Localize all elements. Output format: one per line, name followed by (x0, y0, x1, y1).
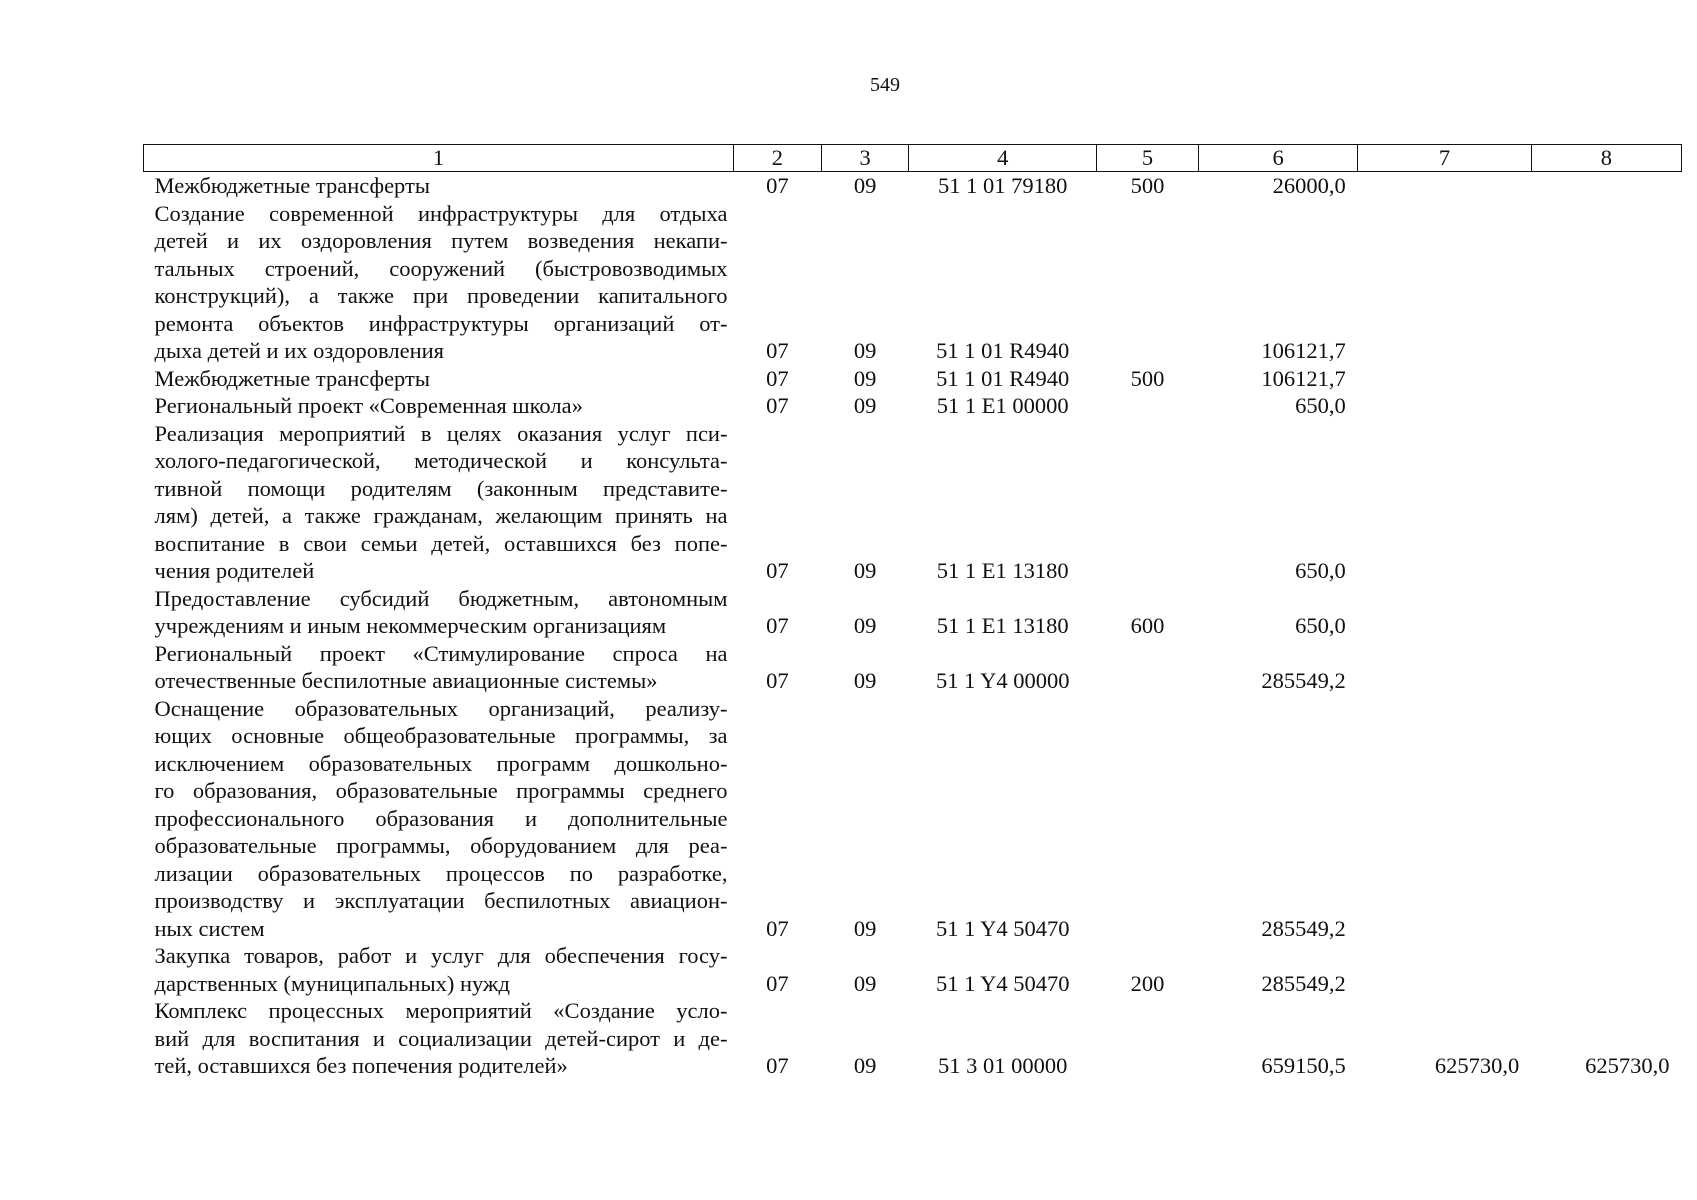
row-name-line: Предоставление субсидий бюджетным, автономным (154, 585, 728, 611)
section-code: 07 (766, 613, 789, 638)
row-name (144, 695, 734, 943)
table-row (144, 200, 1682, 365)
row-name-line: дарственных (муниципальных) нужд (154, 970, 510, 996)
table-row (144, 365, 1682, 393)
row-name-line: лям) детей, а также гражданам, желающим принять на (154, 503, 728, 528)
section-code: 07 (766, 173, 789, 198)
page-number: 549 (870, 74, 900, 96)
table-header-row (144, 145, 1682, 172)
row-name-line: дыха детей и их оздоровления (154, 338, 445, 363)
subsection-code: 09 (853, 915, 877, 941)
amount-col-8 (1531, 695, 1681, 943)
amount-col-7 (1358, 640, 1531, 695)
amount-col-8 (1531, 392, 1681, 420)
table-row (144, 172, 1682, 200)
table-row (144, 420, 1682, 585)
target-article-code: 51 1 01 79180 (938, 173, 1068, 198)
row-name-line: Комплекс процессных мероприятий «Создание усло- (154, 998, 728, 1023)
row-name (144, 392, 734, 420)
expense-type-code: 600 (1130, 613, 1165, 638)
row-name (144, 420, 734, 585)
amount-col-8 (1531, 365, 1681, 393)
row-name (144, 640, 734, 695)
table-row (144, 997, 1682, 1080)
expense-type-code (1097, 392, 1199, 420)
amount-col-8: 625730,0 (1585, 1053, 1670, 1078)
row-name-line: Региональный проект «Стимулирование спроса на (154, 640, 728, 666)
amount-col-6: 106121,7 (1261, 338, 1346, 363)
section-code: 07 (766, 668, 789, 693)
row-name-line: конструкций), а также при проведении капитального (154, 283, 728, 308)
column-header-3: 3 (821, 145, 909, 172)
row-name-line: Реализация мероприятий в целях оказания услуг пси- (154, 420, 728, 446)
target-article-code: 51 1 01 R4940 (936, 338, 1070, 363)
row-name-line: ющих основные общеобразовательные программы, за (154, 723, 728, 748)
expense-type-code (1097, 640, 1199, 695)
row-name-line: Оснащение образовательных организаций, реализу- (154, 695, 728, 721)
row-name-line: Межбюджетные трансферты (154, 365, 430, 391)
subsection-code: 09 (853, 1053, 877, 1078)
target-article-code: 51 1 Y4 50470 (935, 915, 1070, 941)
row-name-line: тивной помощи родителям (законным представите- (154, 475, 728, 501)
expense-type-code: 500 (1130, 365, 1165, 391)
target-article-code: 51 1 E1 13180 (936, 613, 1069, 638)
table-row (144, 585, 1682, 640)
target-article-code: 51 1 01 R4940 (936, 365, 1070, 391)
row-name (144, 172, 734, 200)
row-name (144, 585, 734, 640)
row-name-line: ных систем (154, 915, 265, 941)
amount-col-7: 625730,0 (1434, 1053, 1520, 1078)
row-name-line: холого-педагогической, методической и консульта- (154, 448, 728, 473)
amount-col-7 (1358, 200, 1531, 365)
amount-col-7 (1358, 172, 1531, 200)
amount-col-7 (1358, 695, 1531, 943)
subsection-code: 09 (853, 393, 877, 418)
amount-col-7 (1358, 585, 1531, 640)
target-article-code: 51 1 E1 00000 (936, 393, 1069, 418)
table-row (144, 640, 1682, 695)
amount-col-6: 285549,2 (1261, 668, 1346, 693)
amount-col-7 (1358, 392, 1531, 420)
amount-col-6: 650,0 (1295, 393, 1346, 418)
target-article-code: 51 3 01 00000 (938, 1053, 1068, 1078)
amount-col-8 (1531, 585, 1681, 640)
subsection-code: 09 (853, 173, 877, 198)
table-body (144, 172, 1682, 1080)
column-header-8: 8 (1531, 145, 1681, 172)
section-code: 07 (766, 558, 789, 583)
column-header-1: 1 (144, 145, 734, 172)
section-code: 07 (766, 970, 789, 996)
row-name-line: образовательные программы, оборудованием для реа- (154, 833, 728, 858)
section-code: 07 (766, 338, 789, 363)
section-code: 07 (766, 365, 789, 391)
row-name-line: вий для воспитания и социализации детей-сирот и де- (154, 1025, 728, 1051)
row-name-line: Создание современной инфраструктуры для отдыха (154, 200, 728, 226)
table-row (144, 392, 1682, 420)
row-name-line: воспитание в свои семьи детей, оставшихся без попе- (154, 530, 728, 556)
amount-col-8 (1531, 172, 1681, 200)
subsection-code: 09 (853, 558, 877, 583)
table-row (144, 695, 1682, 943)
expense-type-code (1097, 420, 1199, 585)
column-header-2: 2 (733, 145, 821, 172)
expense-type-code (1097, 997, 1199, 1080)
section-code: 07 (766, 1053, 789, 1078)
amount-col-7 (1358, 420, 1531, 585)
column-header-6: 6 (1198, 145, 1357, 172)
row-name-line: учреждениям и иным некоммерческим организациям (154, 613, 667, 638)
column-header-7: 7 (1358, 145, 1531, 172)
subsection-code: 09 (853, 668, 877, 693)
row-name-line: чения родителей (154, 558, 315, 583)
row-name-line: Региональный проект «Современная школа» (154, 393, 583, 418)
row-name-line: го образования, образовательные программы среднего (154, 778, 728, 803)
amount-col-6: 26000,0 (1272, 173, 1346, 198)
target-article-code: 51 1 E1 13180 (936, 558, 1069, 583)
row-name-line: тей, оставшихся без попечения родителей» (154, 1053, 568, 1078)
amount-col-6: 285549,2 (1261, 915, 1346, 941)
target-article-code: 51 1 Y4 50470 (935, 970, 1070, 996)
column-header-4: 4 (909, 145, 1097, 172)
row-name-line: профессионального образования и дополнительные (154, 805, 728, 831)
expense-type-code (1097, 200, 1199, 365)
row-name-line: детей и их оздоровления путем возведения некапи- (154, 228, 728, 253)
subsection-code: 09 (853, 613, 877, 638)
expense-type-code (1097, 695, 1199, 943)
row-name (144, 365, 734, 393)
row-name (144, 942, 734, 997)
amount-col-8 (1531, 640, 1681, 695)
row-name-line: тальных строений, сооружений (быстровозводимых (154, 255, 728, 281)
amount-col-7 (1358, 365, 1531, 393)
table-row (144, 942, 1682, 997)
amount-col-8 (1531, 420, 1681, 585)
amount-col-8 (1531, 942, 1681, 997)
amount-col-6: 659150,5 (1261, 1053, 1346, 1078)
amount-col-6: 285549,2 (1261, 970, 1346, 996)
row-name-line: Закупка товаров, работ и услуг для обеспечения госу- (154, 943, 728, 968)
row-name-line: лизации образовательных процессов по разработке, (154, 860, 728, 886)
amount-col-7 (1358, 942, 1531, 997)
amount-col-6: 650,0 (1295, 558, 1346, 583)
row-name-line: отечественные беспилотные авиационные системы» (154, 668, 658, 693)
target-article-code: 51 1 Y4 00000 (935, 668, 1070, 693)
subsection-code: 09 (853, 970, 877, 996)
row-name-line: исключением образовательных программ дошкольно- (154, 750, 728, 776)
section-code: 07 (766, 393, 789, 418)
section-code: 07 (766, 915, 789, 941)
expense-type-code: 200 (1130, 970, 1165, 996)
amount-col-6: 650,0 (1295, 613, 1346, 638)
row-name-line: производству и эксплуатации беспилотных авиацион- (154, 888, 728, 913)
budget-table (143, 144, 1682, 1080)
column-header-5: 5 (1097, 145, 1199, 172)
row-name (144, 997, 734, 1080)
row-name-line: ремонта объектов инфраструктуры организаций от- (154, 310, 728, 336)
amount-col-6: 106121,7 (1261, 365, 1346, 391)
expense-type-code: 500 (1130, 173, 1165, 198)
subsection-code: 09 (853, 365, 877, 391)
amount-col-8 (1531, 200, 1681, 365)
row-name-line: Межбюджетные трансферты (154, 173, 430, 198)
subsection-code: 09 (853, 338, 877, 363)
row-name (144, 200, 734, 365)
